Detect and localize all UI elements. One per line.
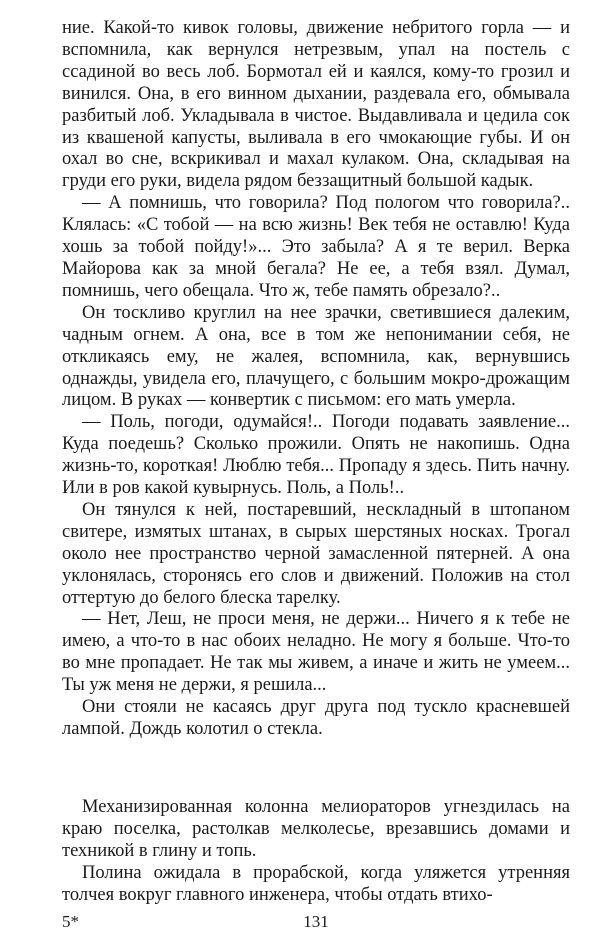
paragraph-6: — Нет, Леш, не проси меня, не держи... Ничего я к тебе не имею, а что-то в нас обоих неладно. Не могу я больше. Что-то во мне пропадает. Не так мы живем, а иначе и жить не умеем... Ты уж меня не держи, я решила...	[62, 609, 570, 696]
section-break	[62, 741, 570, 797]
paragraph-9: Полина ожидала в прорабской, когда уляжется утренняя толчея вокруг главного инженера, чтобы отдать втихо-	[62, 862, 570, 905]
paragraph-4: — Поль, погоди, одумайся!.. Погоди подавать заявление... Куда поедешь? Сколько прожили. Опять не накопишь. Одна жизнь-то, короткая! Люблю тебя... Пропаду я здесь. Пить начну. Или в ров какой кувырнусь. Поль, а Поль!..	[62, 412, 570, 499]
paragraph-7: Они стояли не касаясь друг друга под тускло красневшей лампой. Дождь колотил о стекла.	[62, 697, 570, 739]
paragraph-2: — А помнишь, что говорила? Под пологом что говорила?.. Клялась: «С тобой — на всю жизнь! Век тебя не оставлю! Куда хошь за тобой пойду!»... Это забыла? А я те верил. Верка Майорова как за мной бегала? Не ее, а тебя взял. Думал, помнишь, чего обещала. Что ж, тебе память обрезало?..	[62, 193, 570, 301]
page-number: 131	[303, 912, 329, 931]
signature-mark: 5*	[62, 912, 79, 931]
paragraph-1: ние. Какой-то кивок головы, движение небритого горла — и вспомнила, как вернулся нетрезвым, упал на постель с ссадиной во весь лоб. Бормотал ей и каялся, кому-то грозил и винился. Она, в его винном дыхании, раздевала его, обмывала разбитый лоб. Укладывала в чистое. Выдавливала и цедила сок из квашеной капусты, выливала в его чмокающие губы. И он охал во сне, вскрикивал и махал кулаком. Она, складывая на груди его руки, видела рядом беззащитный большой кадык.	[62, 18, 570, 192]
paragraph-5: Он тянулся к ней, постаревший, нескладный в штопаном свитере, измятых штанах, в сырых шерстяных носках. Трогал около нее пространство черной замасленной пятерней. А она уклонялась, сторонясь его слов и движений. Положив на стол оттертую до белого блеска тарелку.	[62, 499, 570, 608]
book-page	[62, 18, 570, 906]
page-footer	[62, 912, 570, 936]
paragraph-8: Механизированная колонна мелиораторов угнездилась на краю поселка, растолкав мелколесье, врезавшись домами и техникой в глину и топь.	[62, 796, 570, 861]
paragraph-3: Он тоскливо круглил на нее зрачки, светившиеся далеким, чадным огнем. А она, все в том же непонимании себя, не откликаясь ему, не жалея, вспомнила, как, вернувшись однажды, увидела его, плачущего, с большим мокро-дрожащим лицом. В руках — конвертик с письмом: его мать умерла.	[62, 302, 570, 411]
